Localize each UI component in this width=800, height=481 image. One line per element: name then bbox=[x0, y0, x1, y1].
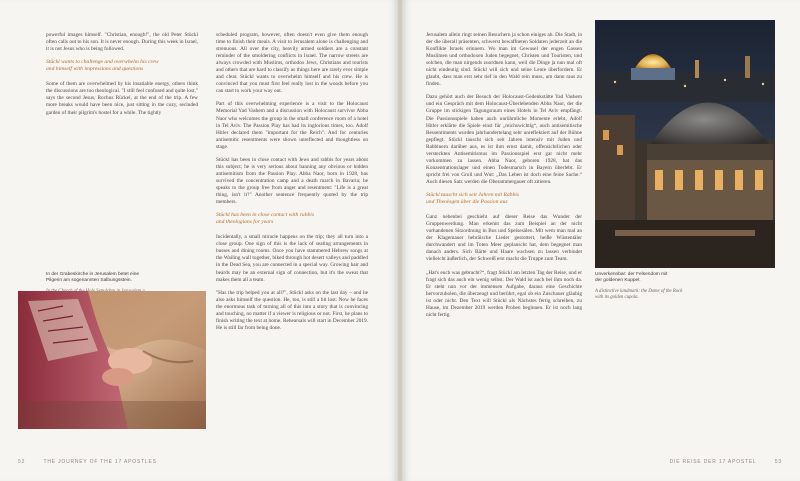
right-col1-paragraph-1: Jerusalem allein ringt seinen Besuchern ja schon einiges ab. Die Stadt, in der die überall präsenten, schwerst bewaffneten Soldaten jederzeit an die Konflikte Israels erinnern. Wo man im Gewusel der engen Gassen Muslimen und orthodoxen Juden begegnet, Christen und Touristen, und solchen, die man nirgends zuordnen kann, weil die Dinge ja nun mal oft nicht eindeutig sind. Stückl will sich und seine Leute überfordern. Er glaubt, dass man erst sehr tief in den Wald rein muss, um dann raus zu finden. bbox=[426, 32, 582, 88]
left-folio bbox=[18, 459, 157, 465]
left-caption-german: In der Grabeskirche in Jerusalem betet eine Pilgerin am sogenannten Salbungsstein. bbox=[46, 272, 140, 284]
left-col2-paragraph-2: Part of this overwhelming experience is a visit to the Holocaust Memorial Yad Vashem and a discussion with Holocaust survivor Abba Naor who welcomes the group in the small conference room of a hotel in Tel Aviv. The Passion Play has had its inglorious times, too. Adolf Hitler declared them "important for the Reich". And for centuries antisemitic resentments were shown unreflected and thoughtless on stage. bbox=[216, 101, 368, 150]
left-page-number: 52 bbox=[18, 459, 26, 465]
left-column-2 bbox=[216, 32, 368, 338]
left-col1-paragraph-1: powerful images himself. "Christian, enough!", the old Peter Stückl often calls out to his son. It is never enough. During this week in Israel, it is not Jesus who is being followed. bbox=[46, 32, 198, 53]
left-col2-paragraph-4: Incidentally, a small miracle happens on the trip; they all turn into a close group. One sign of this is the lack of seating arrangements in busses and dining rooms. Once you have stammered Hebrew songs at the Wailing wall together, hiked through hot desert valleys and paddled in the Dead Sea, you are connected in a special way. Growing hair and beards may be an external sign of connection, but it's the sweat that makes them all a team. bbox=[216, 234, 368, 283]
left-col2-paragraph-5: "Has the trip helped you at all?", Stückl asks on the last day – and he also asks himself the question. He, too, is still a bit lost. Now he faces the enormous task of turning all of this into a story that is convincing and touching, no matter if a viewer is religious or not. First, he plans to finish writing the text at home. Rehearsals will start in December 2019. He is still far from being done. bbox=[216, 289, 368, 331]
left-column-1 bbox=[46, 32, 198, 123]
right-column-1 bbox=[426, 32, 582, 325]
right-col1-paragraph-3: Ganz nebenbei geschieht auf dieser Reise das Wunder der Gruppenwerdung. Man erkennt das zum Beispiel an der nicht vorhandenen Sitzordnung in Bus und Speisesälen. Mit wem man mal an der Klagemauer hebräische Lieder gestottert, heiße Wüstentäler durchwandert und im Toten Meer geplanscht hat, dem begegnet man danach anders. Sich Bärte und Haare wachsen zu lassen verbindet vielleicht äußerlich, der Schweiß erst macht die Truppe zum Team. bbox=[426, 214, 582, 263]
left-running-title: THE JOURNEY OF THE 17 APOSTLES bbox=[43, 459, 157, 465]
right-caption bbox=[595, 272, 755, 301]
right-page-number: 53 bbox=[774, 459, 782, 465]
pilgrim-stone-of-anointing-photo bbox=[18, 291, 206, 429]
left-col2-paragraph-3: Stückl has been in close contact with Jews and rabbis for years about this subject; he is very serious about banning any obvious or hidden antisemitism from the Passion Play. Abba Naor, born in 1928, has survived the concentration camp and a death march in Bavaria; he speaks to the group free from anger and resentment: "Life is a great thing, isn't it?" Another sentence frequently quoted by the trip members. bbox=[216, 156, 368, 206]
left-col2-subheading: Stückl has been in close contact with rabbis and theologians for years bbox=[216, 212, 315, 226]
right-running-title: DIE REISE DER 17 APOSTEL bbox=[669, 459, 757, 465]
pilgrim-photo-drawing bbox=[18, 291, 206, 429]
left-col2-paragraph-1: scheduled program, however, often doesn't even give them enough time to finish their meals. A visit to Jerusalem alone is challenging and strenuous. All over the city, heavily armed soldiers are a constant reminder of the smoldering conflicts in Israel. The narrow streets are always crowded with Muslims, orthodox Jews, Christians and tourists and others that are hard to classify as things here are rarely ever simple and clear. Stückl wants to overwhelm himself and his crew. He is convinced that you must first feel really lost in the woods before you can start to work your way out. bbox=[216, 32, 368, 95]
right-col1-subheading: Stückl tauscht sich seit Jahren mit Rabbis und Theologen über die Passion aus bbox=[426, 191, 520, 206]
right-caption-german: Unverkennbar: der Felsendom mit der goldenen Kuppel. bbox=[595, 272, 668, 284]
left-page bbox=[0, 0, 398, 481]
left-col1-paragraph-2: Some of them are overwhelmed by his insatiable energy, others think the discussions are too theological. "I still feel confused and quite lost," says the second Jesus, Rochus Rückel, at the end of the trip. A few more breaks would have been nice, just sitting in the cozy, secluded garden of their pilgrim's hostel for a while. The tightly bbox=[46, 81, 198, 116]
right-col1-paragraph-2: Dazu gehört auch der Besuch der Holocaust-Gedenkstätte Yad Vashem und ein Gespräch mit dem Holocaust-Überlebenden Abba Naor, der die Gruppe im stickigen Tagungsraum eines Hotels in Tel Aviv empfängt. Die Passionsspiele haben auch unrühmliche Momente erlebt, Adolf Hitler erklärte die Spiele einst für „reichswichtig“, auch antisemitische Ressentiments wurden jahrhundertelang sehr unreflektiert auf der Bühne gepflegt. Stückl tauscht sich seit Jahren intensiv mit Juden und Rabbinern darüber aus, es ist ihm ernst damit, offensichtlichen oder versteckten Antisemitismus im Passionsspiel erst gar nicht mehr vorkommen zu lassen. Abba Naor, geboren 1928, hat das Konzentrationslager und einen Todesmarsch in Bayern überlebt. Er spricht frei von Groll und Wut: „Das Leben ist doch eine feine Sache.“ Auch diesen Satz werden die Oberammergauer oft zitieren. bbox=[426, 94, 582, 185]
right-col1-paragraph-4: „Hat's euch was gebracht?“, fragt Stückl am letzten Tag der Reise, und er fragt sich das auch ein wenig selbst. Der Wald ist auch bei ihm noch da. Er steht nun vor der immensen Aufgabe, daraus eine Geschichte hervorzuholen, die überzeugt und berührt, egal ob ein Zuschauer gläubig ist oder nicht. Den Text will Stückl als Nächstes fertig schreiben, zu Hause, im Dezember 2019 werden Proben beginnen. Er ist noch lang nicht fertig. bbox=[426, 269, 582, 318]
dome-of-the-rock-photo bbox=[595, 20, 775, 268]
right-page bbox=[402, 0, 800, 481]
left-col1-subheading: Stückl wants to challenge and overwhelm his crew and himself with impressions and questions bbox=[46, 59, 159, 73]
right-caption-english: A distinctive landmark: the Dome of the Rock with its golden cupola. bbox=[595, 288, 683, 300]
dome-photo-drawing bbox=[595, 20, 775, 268]
right-folio bbox=[670, 459, 782, 465]
